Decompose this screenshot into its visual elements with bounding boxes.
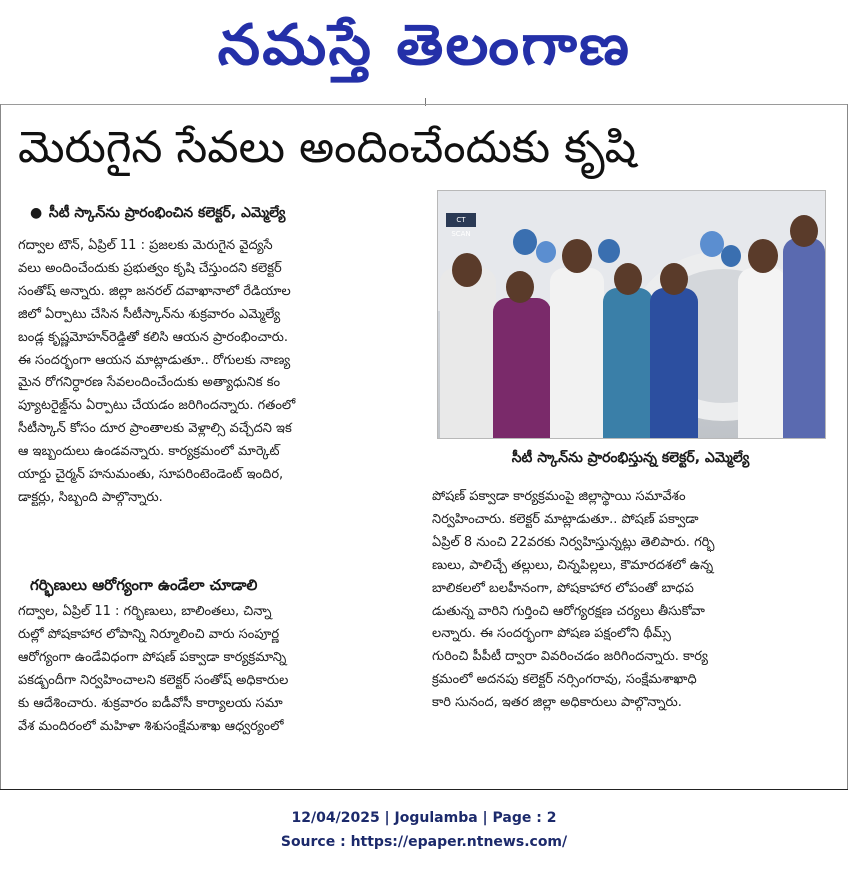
photo-caption: సీటీ స్కాన్‌ను ప్రారంభిస్తున్న కలెక్టర్, ఎమ్మెల్యే bbox=[511, 450, 750, 466]
person bbox=[738, 268, 786, 438]
body-line: సీటీస్కాన్ కోసం దూర ప్రాంతాలకు వెళ్లాల్సి వచ్చేదని ఇక bbox=[18, 421, 292, 437]
body-line: జిలో ఏర్పాటు చేసిన సీటీస్కాన్‌ను శుక్రవారం ఎమ్మెల్యే bbox=[18, 306, 281, 322]
person-head bbox=[614, 263, 642, 295]
bullet-icon: ● bbox=[30, 205, 43, 221]
body-line: యార్డు చైర్మన్ హనుమంతు, సూపరింటెండెంట్ ఇందిర, bbox=[18, 467, 284, 483]
left-border bbox=[0, 104, 1, 790]
body-line: ఆరోగ్యంగా ఉండేవిధంగా పోషణ్ పక్వాడా కార్యక్రమాన్ని bbox=[18, 649, 287, 665]
person-head bbox=[660, 263, 688, 295]
section-heading: గర్భిణులు ఆరోగ్యంగా ఉండేలా చూడాలి bbox=[30, 576, 258, 594]
body-line: పోషణ్ పక్వాడా కార్యక్రమంపై జిల్లాస్థాయి సమావేశం bbox=[432, 489, 686, 504]
bottom-divider bbox=[0, 789, 848, 790]
article-subhead bbox=[30, 202, 430, 224]
body-line: డుతున్న వారిని గుర్తించి ఆరోగ్యరక్షణ చర్యలు తీసుకోవా bbox=[432, 603, 705, 619]
body-line: గద్వాల, ఏప్రిల్ 11 : గర్భిణులు, బాలింతలు, చిన్నా bbox=[18, 604, 272, 619]
article2-body-left bbox=[18, 601, 428, 738]
body-line: డాక్టర్లు, సిబ్బంది పాల్గొన్నారు. bbox=[18, 489, 163, 505]
person bbox=[440, 268, 496, 438]
balloon bbox=[598, 239, 620, 263]
person bbox=[550, 268, 604, 438]
person-head bbox=[506, 271, 534, 303]
balloon bbox=[536, 241, 556, 263]
body-line: బాలికలలో బలహీనంగా, పోషకాహార లోపంతో బాధప bbox=[432, 580, 694, 596]
person bbox=[493, 298, 551, 438]
body-line: క్రమంలో అదనపు కలెక్టర్ నర్సింగరావు, సంక్షేమశాఖాధి bbox=[432, 672, 697, 688]
footer-source: Source : https://epaper.ntnews.com/ bbox=[280, 834, 568, 850]
body-line: వేశ మందిరంలో మహిళా శిశుసంక్షేమశాఖ ఆధ్వర్యంలో bbox=[18, 718, 284, 734]
footer-date-edition: 12/04/2025 | Jogulamba | Page : 2 bbox=[291, 810, 557, 826]
person bbox=[783, 238, 825, 438]
article-photo bbox=[437, 190, 826, 439]
headline: మెరుగైన సేవలు అందించేందుకు కృషి bbox=[18, 122, 637, 173]
body-line: ఈ సందర్భంగా ఆయన మాట్లాడుతూ.. రోగులకు నాణ్య bbox=[18, 352, 291, 368]
body-line: ఆ ఇబ్బందులు ఉండవన్నారు. కార్యక్రమంలో మార్కెట్ bbox=[18, 444, 280, 460]
body-line: గురించి పీపీటీ ద్వారా వివరించడం జరిగిందన్నారు. కార్య bbox=[432, 649, 708, 665]
body-line: రుల్లో పోషకాహార లోపాన్ని నిర్మూలించి వారు సంపూర్ణ bbox=[18, 626, 280, 642]
body-line: సంతోష్ అన్నారు. జిల్లా జనరల్ దవాఖానాలో రేడియాల bbox=[18, 283, 291, 299]
article2-body-right bbox=[432, 486, 830, 715]
article-body-part1 bbox=[18, 235, 428, 510]
masthead bbox=[0, 0, 848, 98]
body-line: పకడ్బందీగా నిర్వహించాలని కలెక్టర్ సంతోష్ అధికారుల bbox=[18, 672, 289, 688]
body-line: ప్యూటరైజ్డ్‌ను ఏర్పాటు చేయడం జరిగిందన్నారు. గతంలో bbox=[18, 398, 296, 414]
person-head bbox=[790, 215, 818, 247]
person-head bbox=[452, 253, 482, 287]
person bbox=[650, 288, 698, 438]
balloon bbox=[721, 245, 741, 267]
body-line: లన్నారు. ఈ సందర్భంగా పోషణ పక్షంలోని థీమ్స్ bbox=[432, 626, 671, 642]
subhead-text: సీటీ స్కాన్‌ను ప్రారంభించిన కలెక్టర్, ఎమ్మెల్యే bbox=[48, 205, 286, 221]
person-head bbox=[748, 239, 778, 273]
body-line: ణులు, పాలిచ్చే తల్లులు, చిన్నపిల్లలు, కౌమారదశలో ఉన్న bbox=[432, 557, 714, 573]
balloon bbox=[513, 229, 537, 255]
ct-scan-sign: CT SCAN bbox=[446, 213, 476, 227]
body-line: కారి సునంద, ఇతర జిల్లా అధికారులు పాల్గొన్నారు. bbox=[432, 695, 682, 711]
body-line: బండ్ల కృష్ణమోహన్‌రెడ్డితో కలిసి ఆయన ప్రారంభించారు. bbox=[18, 329, 289, 345]
person bbox=[603, 288, 653, 438]
body-line: నిర్వహించారు. కలెక్టర్ మాట్లాడుతూ.. పోషణ్ పక్వాడా bbox=[432, 511, 699, 527]
person-head bbox=[562, 239, 592, 273]
top-divider bbox=[0, 104, 848, 105]
body-line: మైన రోగనిర్ధారణ సేవలందించేందుకు అత్యాధునిక కం bbox=[18, 375, 281, 391]
body-line: గద్వాల టౌన్, ఏప్రిల్ 11 : ప్రజలకు మెరుగైన వైద్యసే bbox=[18, 238, 273, 253]
newspaper-logo: నమస్తే తెలంగాణ bbox=[217, 13, 631, 78]
body-line: కు ఆదేశించారు. శుక్రవారం ఐడీవోసీ కార్యాలయ సమా bbox=[18, 695, 283, 711]
body-line: వలు అందించేందుకు ప్రభుత్వం కృషి చేస్తుందని కలెక్టర్ bbox=[18, 260, 282, 276]
body-line: ఏప్రిల్ 8 నుంచి 22వరకు నిర్వహిస్తున్నట్లు తెలిపారు. గర్భి bbox=[432, 534, 715, 550]
